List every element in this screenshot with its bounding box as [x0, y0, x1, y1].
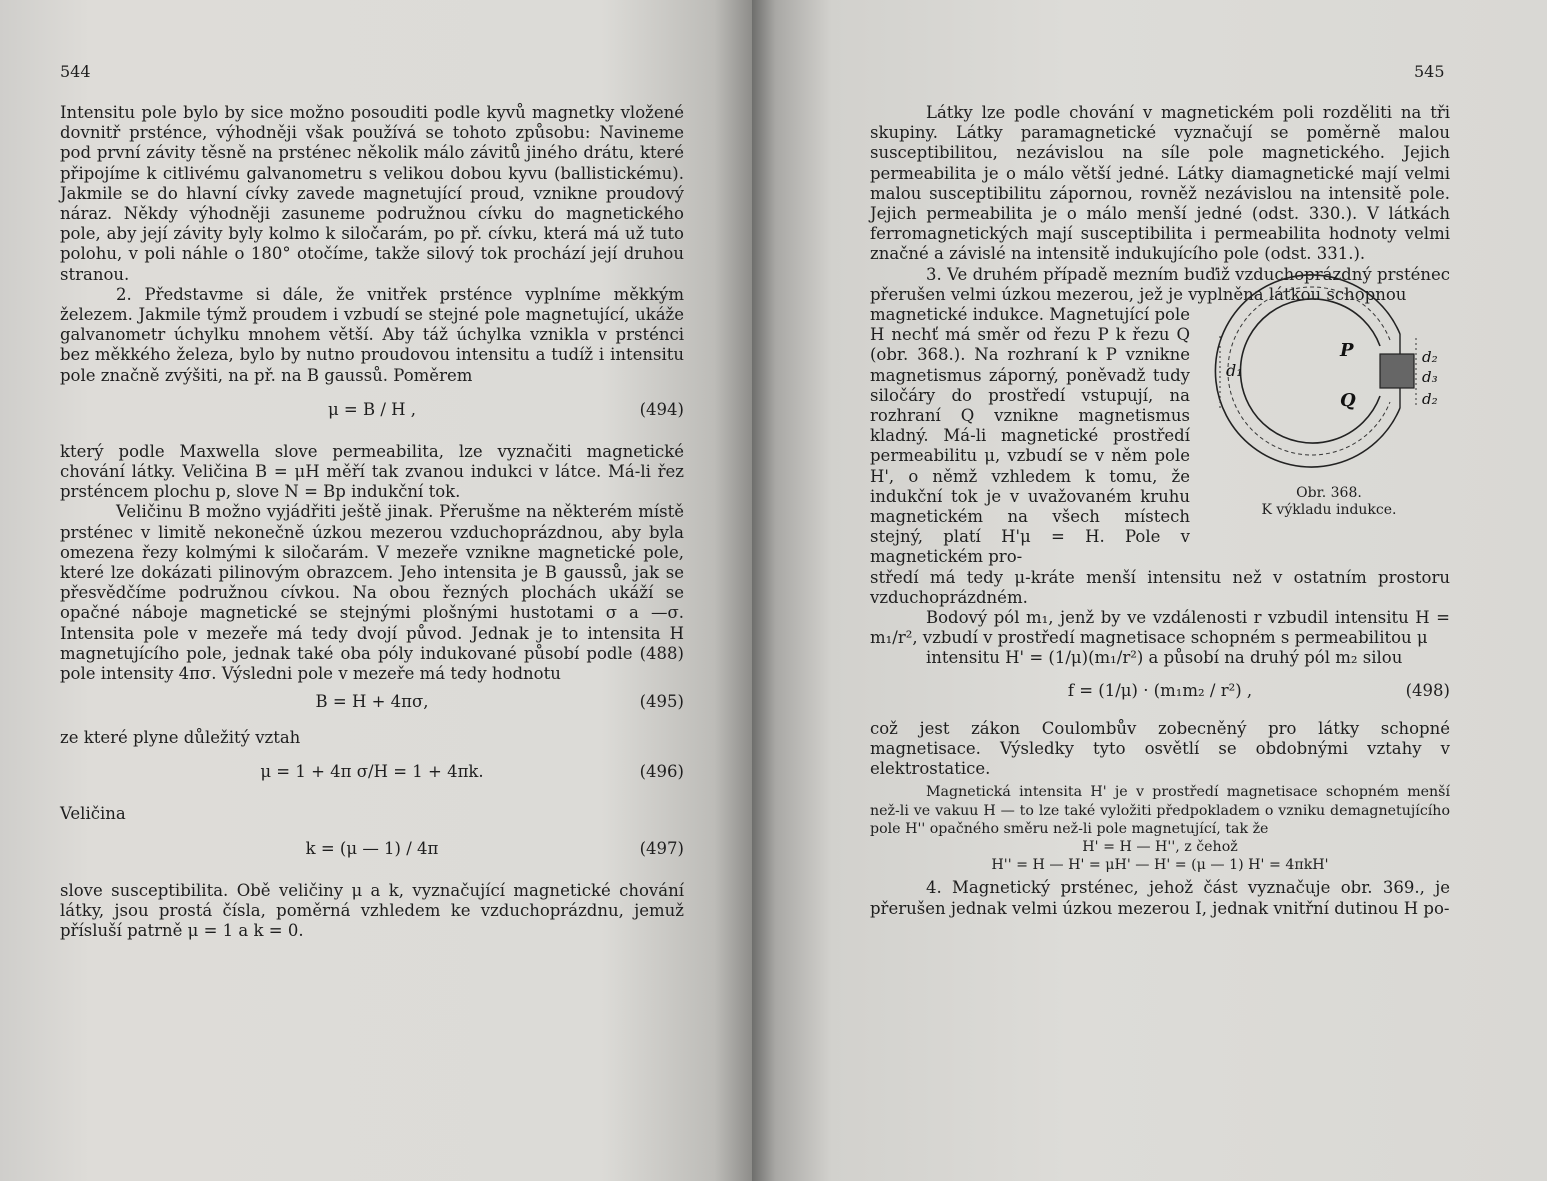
paragraph: 4. Magnetický prsténec, jehož část vyznačuje obr. 369., je přerušen jednak velmi úzkou mezerou I, jednak vnitřní dutinou H po- — [870, 878, 1450, 918]
paragraph: magnetické indukce. Magnetující pole H nechť má směr od řezu P k řezu Q (obr. 368.). Na rozhraní k P vznikne magnetismus záporný, poněvadž tudy siločáry do prostředí vstupují, na rozhraní Q vznikne magnetismus kladný. Má-li magnetické prostředí permeabilitu μ, vzbudí se v něm pole H', o němž vzhledem k tomu, že indukční tok je v uvažovaném kruhu magnetickém na všech místech stejný, platí H'μ = H. Pole v magnetickém pro- — [870, 305, 1190, 567]
paragraph: středí má tedy μ-kráte menší intensitu než v ostatním prostoru vzduchoprázdném. — [870, 567, 1450, 607]
figure-368 — [1204, 258, 1454, 520]
field-line — [1228, 287, 1390, 455]
small-print-note — [870, 783, 1450, 874]
left-page — [0, 0, 752, 1181]
paragraph: což jest zákon Coulombův zobecněný pro látky schopné magnetisace. Výsledky tyto osvětlí se obdobnými vztahy v elektrostatice. — [870, 718, 1450, 779]
equation-small: H'' = H — H' = μH' — H' = (μ — 1) H' = 4πkH' — [991, 857, 1329, 874]
equation-495 — [60, 684, 684, 728]
equation-small: H' = H — H'', z čehož — [1082, 838, 1238, 855]
equation-494 — [60, 386, 684, 442]
figure-caption-number: Obr. 368. — [1296, 485, 1362, 501]
equation-formula: k = (μ — 1) / 4π — [305, 838, 439, 858]
left-text-column — [60, 103, 684, 941]
equation-number: (494) — [639, 399, 684, 419]
equation-number: (495) — [639, 692, 684, 712]
paragraph: Veličinu B možno vyjádřiti ještě jinak. Přerušme na některém místě prsténec v limitě nekonečně úzkou mezerou vzduchoprázdnou, aby byla omezena řezy kolmými k siločarám. V mezeře vznikne magnetické pole, které lze dokázati pilinovým obrazcem. Jeho intensita je B gaussů, jak se přesvědčíme podružnou cívkou. Na obou řezných plochách ukáží se opačné náboje magnetické se stejnými plošnými hustotami σ a —σ. Intensita pole v mezeře má tedy dvojí původ. Jednak je to intensita H magnetujícího pole, jednak také oba póly indukované působí podle (488) pole intensity 4πσ. Výsledni pole v mezeře má tedy hodnotu — [60, 502, 684, 684]
paragraph: slove susceptibilita. Obě veličiny μ a k, vyznačující magnetické chování látky, jsou prostá čísla, poměrná vzhledem ke vzduchoprázdnu, jemuž přísluší patrně μ = 1 a k = 0. — [60, 880, 684, 941]
paragraph: ze které plyne důležitý vztah — [60, 728, 301, 748]
ring-inner-arc — [1240, 299, 1380, 443]
equation-number: (496) — [639, 762, 684, 782]
label-d2-bottom: d₂ — [1422, 390, 1438, 408]
paragraph: Bodový pól m₁, jenž by ve vzdálenosti r vzbudil intensitu H = m₁/r², vzbudí v prostředí magnetisace schopném s permeabilitou μ — [870, 608, 1450, 648]
paragraph: 2. Představme si dále, že vnitřek prsténce vyplníme měkkým železem. Jakmile týmž proudem i vzbudí se stejné pole magnetující, ukáže galvanometr úchylku mnohem větší. Aby táž úchylka vznikla v prsténci bez měkkého železa, bylo by nutno proudovou intensitu a tudíž i intensitu pole značně zvýšiti, na př. na B gaussů. Poměrem — [60, 284, 684, 385]
paragraph: Látky lze podle chování v magnetickém poli rozděliti na tři skupiny. Látky paramagnetické vyznačují se poměrně malou susceptibilitou, nezávislou na síle pole magnetického. Jejich permeabilita je o málo větší jedné. Látky diamagnetické mají velmi malou susceptibilitu zápornou, rovněž nezávislou na intensitě pole. Jejich permeabilita je o málo menší jedné (odst. 330.). V látkách ferromagnetických mají susceptibilita i permeabilita hodnoty velmi značné a závislé na intensitě indukujícího pole (odst. 331.). — [870, 103, 1450, 264]
label-P: P — [1340, 340, 1354, 361]
equation-496 — [60, 748, 684, 804]
ring-diagram — [1204, 258, 1454, 480]
equation-formula: μ = B / H , — [327, 399, 417, 419]
paragraph: Intensitu pole bylo by sice možno posouditi podle kyvů magnetky vložené dovnitř prsténce, výhodněji však používá se tohoto způsobu: Navineme pod první závity těsně na prsténec několik málo závitů jiného drátu, které připojíme k citlivému galvanometru s velikou dobou kyvu (ballistickému). Jakmile se do hlavní cívky zavede magnetující proud, vznikne proudový náraz. Někdy výhodněji zasuneme podružnou cívku do magnetického pole, aby její závity byly kolmo k siločarám, po př. cívku, která má už tuto polohu, v poli náhle o 180° otočíme, takže silový tok prochází její druhou stranou. — [60, 103, 684, 284]
page-number: 544 — [60, 62, 91, 81]
equation-formula: B = H + 4πσ, — [315, 692, 429, 712]
right-page — [752, 0, 1547, 1181]
ring-outer-arc — [1215, 275, 1400, 467]
equation-497 — [60, 825, 684, 881]
equation-number: (497) — [639, 838, 684, 858]
label-d2-top: d₂ — [1422, 348, 1438, 366]
paragraph: 3. Ve druhém případě mezním buďiž vzduchoprázdný prsténec přerušen velmi úzkou mezerou, jež je vyplněna látkou schopnou — [870, 264, 1450, 304]
paragraph: Magnetická intensita H' je v prostředí magnetisace schopném menší než-li ve vakuu H — to lze také vyložiti předpokladem o vzniku demagnetujícího pole H'' opačného směru než-li pole magnetující, tak že — [870, 784, 1450, 837]
equation-498 — [870, 669, 1450, 719]
label-Q: Q — [1340, 390, 1356, 411]
label-d3: d₃ — [1422, 368, 1438, 386]
equation-number: (498) — [1405, 680, 1450, 700]
gap-material — [1380, 354, 1414, 388]
equation-formula: μ = 1 + 4π σ/H = 1 + 4πk. — [260, 762, 484, 782]
paragraph: Veličina — [60, 804, 126, 824]
label-d1: d₁ — [1226, 361, 1243, 380]
figure-caption-text: K výkladu indukce. — [1261, 502, 1397, 518]
page-number: 545 — [1414, 62, 1445, 81]
equation-formula: f = (1/μ) · (m₁m₂ / r²) , — [1067, 680, 1253, 700]
paragraph: intensitu H' = (1/μ)(m₁/r²) a působí na druhý pól m₂ silou — [926, 648, 1403, 668]
paragraph: který podle Maxwella slove permeabilita, lze vyznačiti magnetické chování látky. Veličina B = μH měří tak zvanou indukci v látce. Má-li řez prsténcem plochu p, slove N = Bp indukční tok. — [60, 441, 684, 502]
